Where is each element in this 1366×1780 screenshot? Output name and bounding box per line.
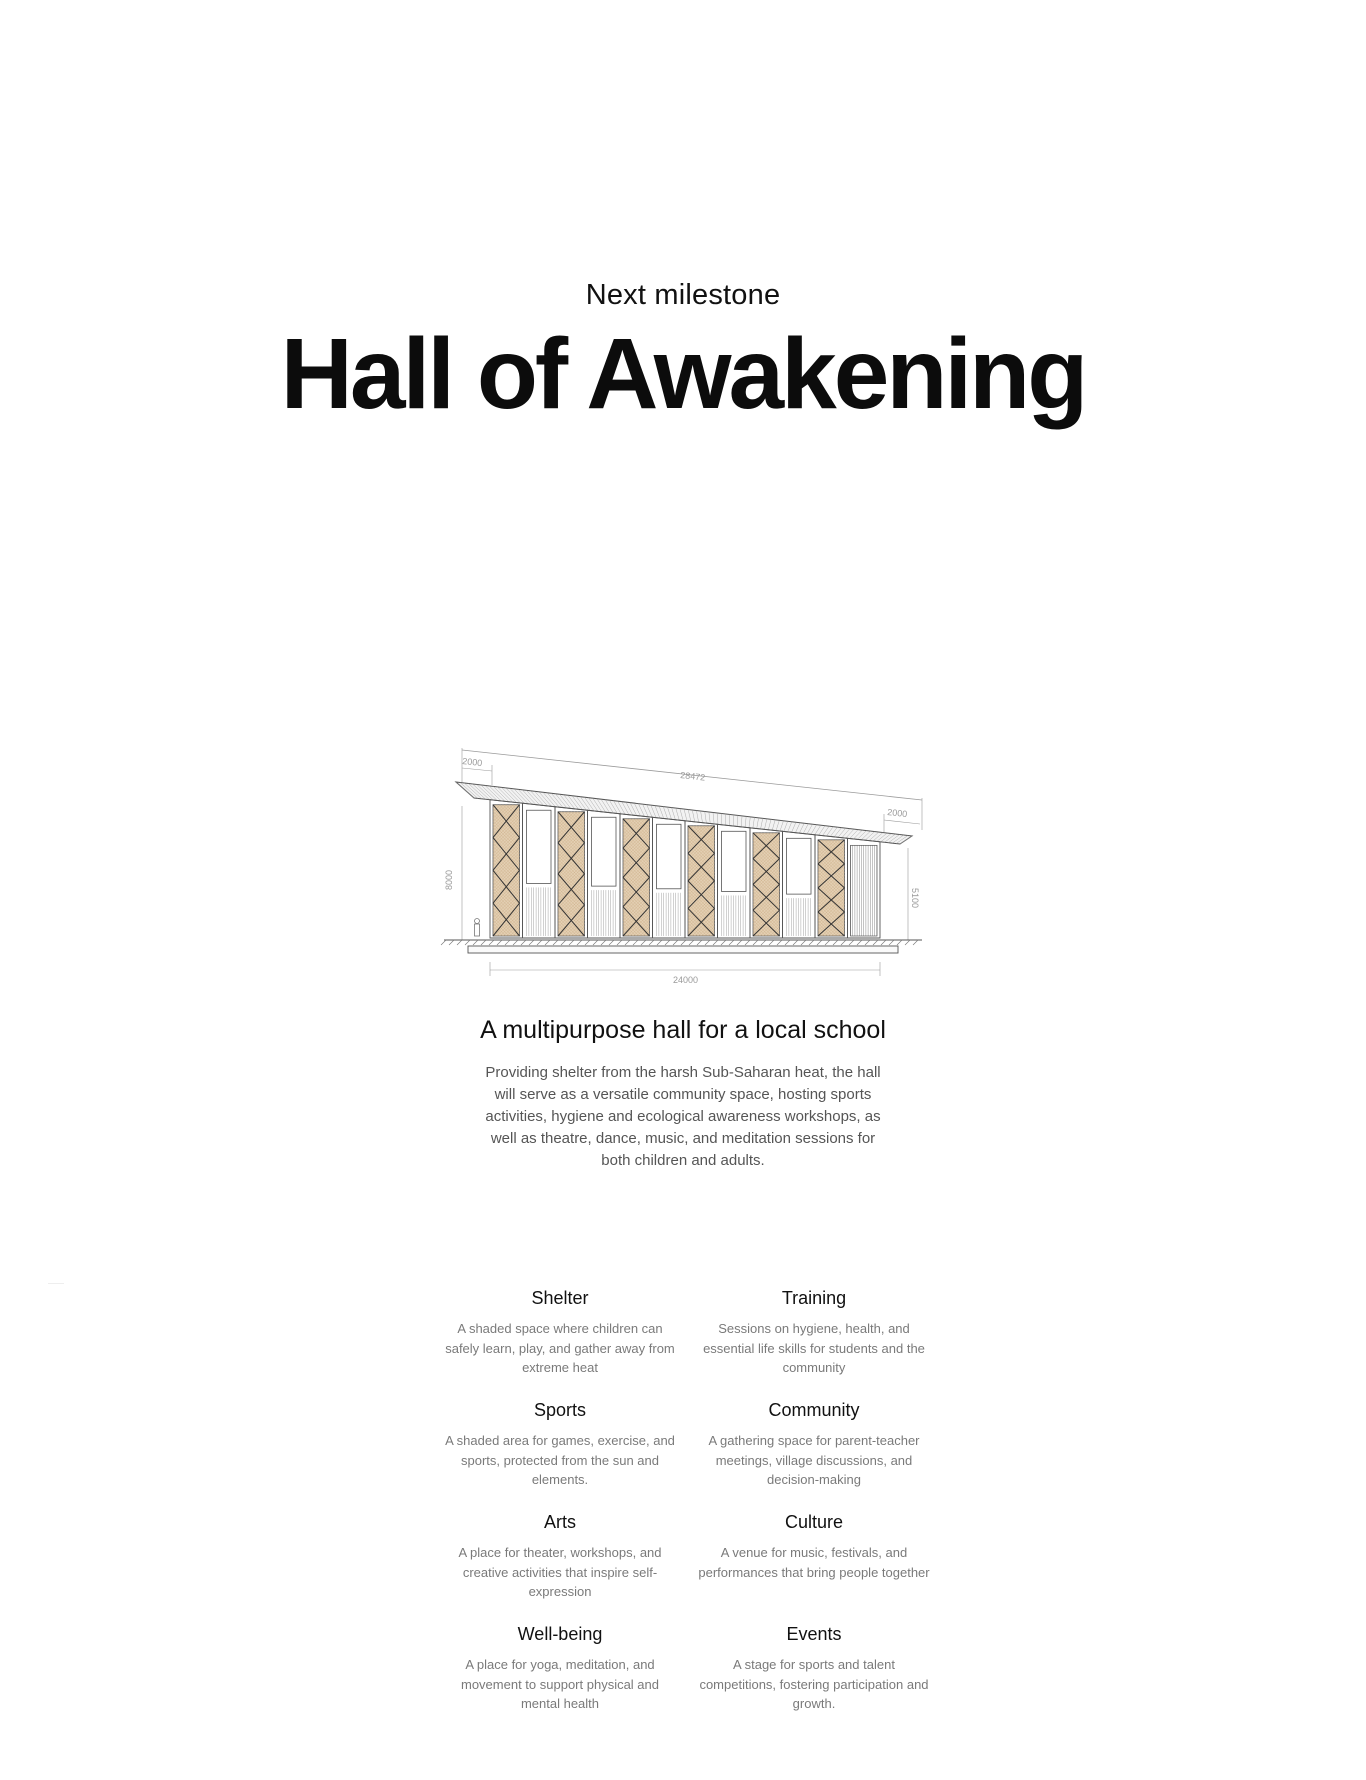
- left-height-label: 8000: [444, 869, 454, 890]
- feature-shelter: [440, 1285, 680, 1397]
- intro-section: [0, 1012, 1366, 1172]
- ground-hatch-line: [777, 940, 782, 945]
- feature-description: Sessions on hygiene, health, and essential life skills for students and the community: [703, 1321, 925, 1375]
- window-opening: [787, 838, 812, 894]
- ground-hatch-line: [665, 940, 670, 945]
- eyebrow-label: Next milestone: [585, 279, 781, 311]
- feature-title: Events: [786, 1624, 842, 1644]
- hero-section: [0, 275, 1366, 429]
- intro-description: Providing shelter from the harsh Sub-Saharan heat, the hall will serve as a versatile community space, hosting sports activities, hygiene and ecological awareness workshops, as well as theatre, dance, music, and meditation sessions for both children and adults.: [485, 1064, 881, 1169]
- ground-hatch-line: [441, 940, 446, 945]
- left-overhang-dimension-line: [462, 768, 492, 771]
- ground-hatch-line: [753, 940, 758, 945]
- features-grid: [440, 1285, 930, 1733]
- ground-hatch-line: [545, 940, 550, 945]
- lattice-panel: [620, 814, 653, 938]
- ground-hatch: [441, 940, 918, 945]
- ground-hatch-line: [505, 940, 510, 945]
- window-opening: [722, 831, 747, 891]
- feature-title: Training: [781, 1288, 847, 1308]
- ground-hatch-line: [817, 940, 822, 945]
- ground-hatch-line: [553, 940, 558, 945]
- feature-events: [694, 1621, 934, 1733]
- feature-culture: [694, 1509, 934, 1621]
- lattice-panel: [815, 835, 848, 938]
- ground-hatch-line: [713, 940, 718, 945]
- right-overhang-dimension-line: [884, 820, 920, 824]
- feature-arts: [440, 1509, 680, 1621]
- ground-hatch-line: [633, 940, 638, 945]
- window-opening: [592, 817, 617, 886]
- ground-hatch-line: [449, 940, 454, 945]
- ground-hatch-line: [905, 940, 910, 945]
- right-overhang-label: 2000: [886, 807, 908, 820]
- left-overhang-label: 2000: [461, 756, 483, 769]
- ground-hatch-line: [857, 940, 862, 945]
- ground-hatch-line: [465, 940, 470, 945]
- lattice-fill: [623, 819, 650, 936]
- lattice-panel: [555, 807, 588, 938]
- ground-hatch-line: [745, 940, 750, 945]
- ground-hatch-line: [601, 940, 606, 945]
- feature-community: [694, 1397, 934, 1509]
- ground-hatch-line: [529, 940, 534, 945]
- ground-hatch-line: [881, 940, 886, 945]
- feature-description: A venue for music, festivals, and performances that bring people together: [698, 1545, 930, 1580]
- ground-hatch-line: [681, 940, 686, 945]
- ground-hatch-line: [625, 940, 630, 945]
- hall-elevation-svg: [440, 740, 930, 990]
- ground-hatch-line: [617, 940, 622, 945]
- ground-hatch-line: [657, 940, 662, 945]
- ground-hatch-line: [497, 940, 502, 945]
- ground-hatch-line: [489, 940, 494, 945]
- feature-description: A shaded area for games, exercise, and sports, protected from the sun and elements.: [445, 1433, 675, 1487]
- open-panel: [718, 824, 751, 938]
- base-width-label: 24000: [673, 975, 699, 985]
- ground-hatch-line: [873, 940, 878, 945]
- feature-description: A place for yoga, meditation, and movement to support physical and mental health: [461, 1657, 659, 1711]
- ground-hatch-line: [689, 940, 694, 945]
- right-height-label: 5100: [910, 888, 920, 909]
- feature-title: Community: [768, 1400, 860, 1420]
- ground-hatch-line: [609, 940, 614, 945]
- ground-hatch-line: [537, 940, 542, 945]
- ground-hatch-line: [721, 940, 726, 945]
- ground-hatch-line: [649, 940, 654, 945]
- ground-hatch-line: [593, 940, 598, 945]
- feature-title: Well-being: [517, 1624, 603, 1644]
- wall-panels: [490, 800, 880, 938]
- ground-hatch-line: [729, 940, 734, 945]
- ground-hatch-line: [825, 940, 830, 945]
- page-title: Hall of Awakening: [280, 318, 1086, 430]
- feature-title: Culture: [784, 1512, 844, 1532]
- ground-hatch-line: [697, 940, 702, 945]
- ground-hatch-line: [865, 940, 870, 945]
- window-opening: [527, 810, 552, 883]
- hall-elevation-drawing: [440, 740, 930, 990]
- ground-hatch-line: [457, 940, 462, 945]
- ground-hatch-line: [833, 940, 838, 945]
- lattice-panel: [490, 800, 523, 938]
- ground-hatch-line: [673, 940, 678, 945]
- ground-hatch-line: [761, 940, 766, 945]
- ground-hatch-line: [641, 940, 646, 945]
- roof-length-label: 28472: [679, 770, 706, 783]
- ground-hatch-line: [585, 940, 590, 945]
- open-panel: [523, 803, 556, 938]
- ground-hatch-line: [793, 940, 798, 945]
- open-panel: [588, 810, 621, 938]
- lattice-panel: [750, 828, 783, 938]
- feature-sports: [440, 1397, 680, 1509]
- feature-description: A gathering space for parent-teacher meetings, village discussions, and decision-making: [708, 1433, 920, 1487]
- ground-hatch-line: [897, 940, 902, 945]
- ground-hatch-line: [513, 940, 518, 945]
- feature-title: Shelter: [531, 1288, 589, 1308]
- ground-hatch-line: [889, 940, 894, 945]
- feature-training: [694, 1285, 934, 1397]
- foundation-plinth: [468, 946, 898, 953]
- ground-hatch-line: [561, 940, 566, 945]
- intro-heading: A multipurpose hall for a local school: [480, 1016, 886, 1044]
- ground-hatch-line: [577, 940, 582, 945]
- feature-description: A place for theater, workshops, and creative activities that inspire self-expression: [458, 1545, 662, 1599]
- ground-hatch-line: [849, 940, 854, 945]
- ground-hatch-line: [569, 940, 574, 945]
- ground-hatch-line: [801, 940, 806, 945]
- ground-hatch-line: [737, 940, 742, 945]
- feature-well-being: [440, 1621, 680, 1733]
- person-scale-figure: [475, 919, 480, 937]
- open-panel: [848, 838, 881, 938]
- open-panel: [783, 831, 816, 938]
- ground-hatch-line: [473, 940, 478, 945]
- ground-hatch-line: [705, 940, 710, 945]
- feature-description: A shaded space where children can safely learn, play, and gather away from extreme heat: [445, 1321, 675, 1375]
- ground-hatch-line: [913, 940, 918, 945]
- ground-hatch-line: [481, 940, 486, 945]
- ground-hatch-line: [841, 940, 846, 945]
- ground-hatch-line: [769, 940, 774, 945]
- divider: [48, 1283, 64, 1284]
- ground-hatch-line: [521, 940, 526, 945]
- ground-hatch-line: [809, 940, 814, 945]
- feature-description: A stage for sports and talent competitions, fostering participation and growth.: [699, 1657, 929, 1711]
- lattice-fill: [688, 826, 715, 936]
- ground-hatch-line: [785, 940, 790, 945]
- feature-title: Arts: [543, 1512, 576, 1532]
- lattice-panel: [685, 821, 718, 938]
- window-opening: [657, 824, 682, 889]
- feature-title: Sports: [533, 1400, 587, 1420]
- open-panel: [653, 817, 686, 938]
